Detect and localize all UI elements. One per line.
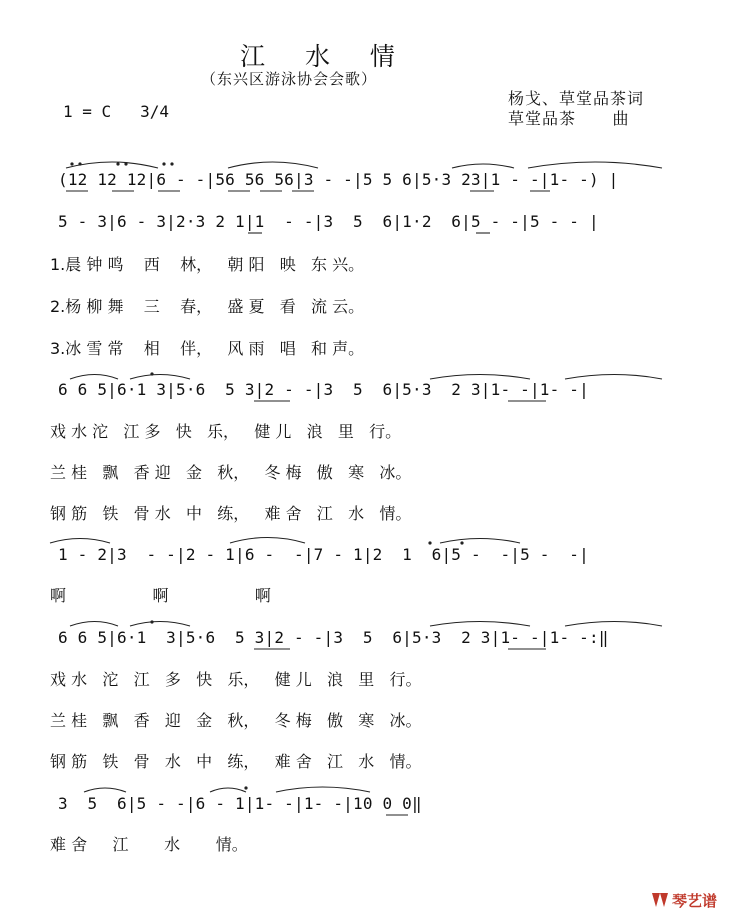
verse-1-lyrics: 1.晨 钟 鸣 西 林， 朝 阳 映 东 兴。 xyxy=(50,255,365,274)
qinyipu-logo xyxy=(650,889,734,911)
chorus-lyrics-1a: 戏 水 沱 江 多 快 乐， 健 儿 浪 里 行。 xyxy=(50,422,402,441)
notation-line-6: 3 5 6|5 - -|6 - 1|1- -|1- -|10 0 0‖ xyxy=(58,794,422,813)
notation-line-4: 1 - 2|3 - -|2 - 1|6 - -|7 - 1|2 1 6|5 - -|5 - -| xyxy=(58,545,589,564)
chorus-lyrics-3b: 钢 筋 铁 骨 水 中 练， 难 舍 江 水 情。 xyxy=(50,752,422,771)
key-time-signature: 1 = C 3/4 xyxy=(63,102,169,121)
verse-2-lyrics: 2.杨 柳 舞 三 春， 盛 夏 看 流 云。 xyxy=(50,297,365,316)
ending-lyrics: 难 舍 江 水 情。 xyxy=(50,835,248,854)
interjection-lyrics: 啊 啊 啊 xyxy=(50,586,271,605)
chorus-lyrics-1b: 戏 水 沱 江 多 快 乐， 健 儿 浪 里 行。 xyxy=(50,670,422,689)
lyricist-credit: 杨戈、草堂品茶词 xyxy=(508,89,645,108)
verse-3-lyrics: 3.冰 雪 常 相 伴， 风 雨 唱 和 声。 xyxy=(50,339,365,358)
song-title: 江 水 情 xyxy=(240,42,411,71)
notation-line-1: (12 12 12|6 - -|56 56 56|3 - -|5 5 6|5·3 23|1 - -|1- -) | xyxy=(58,170,619,189)
notation-line-3: 6 6 5|6·1 3|5·6 5 3|2 - -|3 5 6|5·3 2 3|1- -|1- -| xyxy=(58,380,589,399)
song-subtitle: （东兴区游泳协会会歌） xyxy=(201,70,378,88)
chorus-lyrics-3a: 钢 筋 铁 骨 水 中 练， 难 舍 江 水 情。 xyxy=(50,504,412,523)
chorus-lyrics-2b: 兰 桂 飘 香 迎 金 秋， 冬 梅 傲 寒 冰。 xyxy=(50,711,422,730)
logo-text: 琴艺谱 xyxy=(672,892,718,910)
notation-line-5: 6 6 5|6·1 3|5·6 5 3|2 - -|3 5 6|5·3 2 3|1- -|1- -:‖ xyxy=(58,628,609,647)
notation-line-2: 5 - 3|6 - 3|2·3 2 1|1 - -|3 5 6|1·2 6|5 - -|5 - - | xyxy=(58,212,599,231)
chorus-lyrics-2a: 兰 桂 飘 香 迎 金 秋， 冬 梅 傲 寒 冰。 xyxy=(50,463,412,482)
composer-credit: 草堂品茶 曲 xyxy=(508,109,630,128)
